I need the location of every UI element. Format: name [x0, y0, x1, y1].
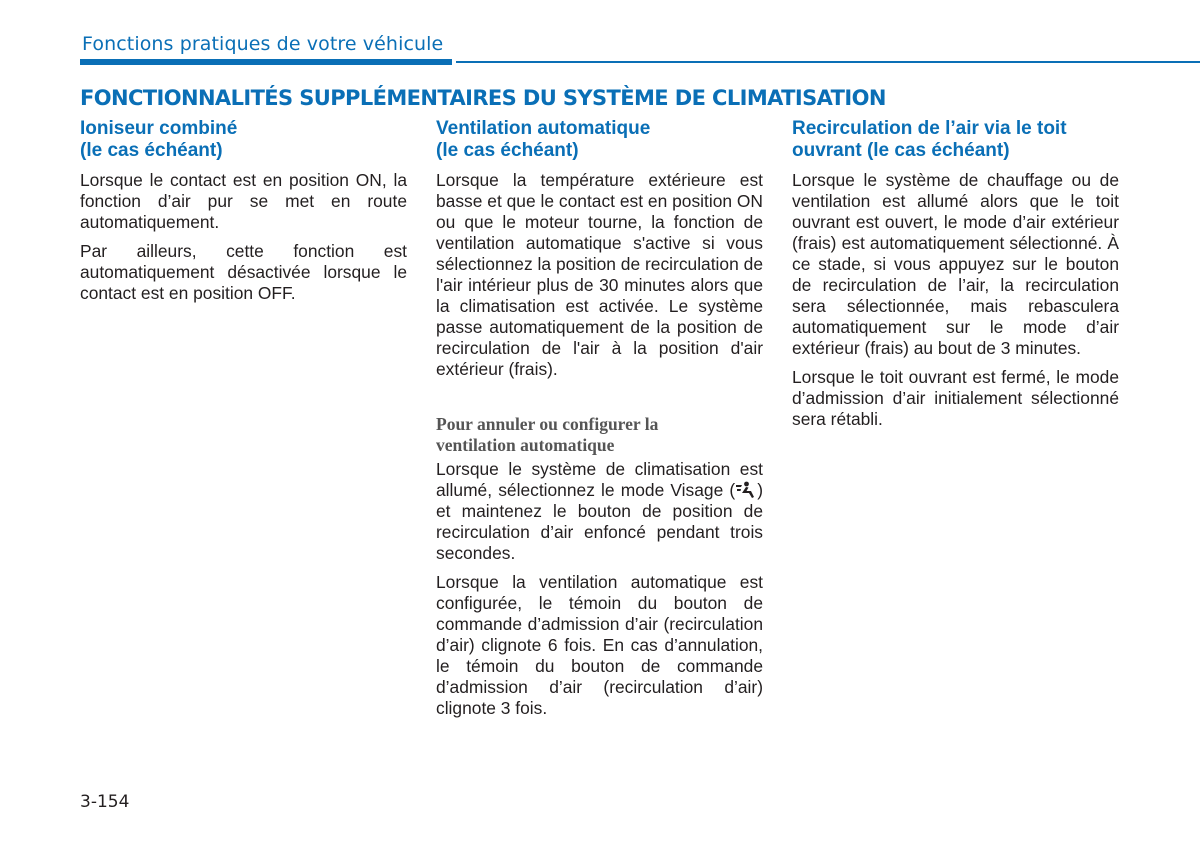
subheading-line: ventilation automatique	[436, 435, 615, 455]
paragraph: Par ailleurs, cette fonction est automatiquement désactivée lorsque le contact est en position OFF.	[80, 241, 407, 303]
heading-ioniseur	[80, 118, 407, 162]
heading-line: (le cas échéant)	[80, 140, 223, 161]
heading-ventilation-auto	[436, 118, 763, 162]
column-recirculation-toit	[792, 118, 1119, 438]
heading-line: Ventilation automatique	[436, 118, 651, 139]
chapter-header: Fonctions pratiques de votre véhicule	[82, 33, 444, 55]
paragraph: Lorsque le toit ouvrant est fermé, le mode d’admission d’air initialement sélectionné sera rétabli.	[792, 367, 1119, 429]
column-ventilation-auto	[436, 118, 763, 727]
heading-line: (le cas échéant)	[436, 140, 579, 161]
heading-recirculation-toit	[792, 118, 1119, 162]
paragraph-text: Lorsque le système de climatisation est allumé, sélectionnez le mode Visage (	[436, 459, 763, 500]
paragraph-text: ) et maintenez le bouton de position de recirculation d’air enfoncé pendant trois secondes.	[436, 480, 763, 563]
header-rule-thick	[80, 59, 452, 65]
paragraph: Lorsque la température extérieure est basse et que le contact est en position ON ou que le moteur tourne, la fonction de ventilation automatique s'active si vous sélectionnez la position de recirculation de l'air intérieur plus de 30 minutes alors que la climatisation est activée. Le système passe automatiquement de la position de recirculation de l'air à la position d'air extérieur (frais).	[436, 170, 763, 379]
subheading-line: Pour annuler ou configurer la	[436, 414, 659, 434]
paragraph: Lorsque le contact est en position ON, la fonction d’air pur se met en route automatiquement.	[80, 170, 407, 232]
column-ioniseur	[80, 118, 407, 312]
page-number: 3-154	[80, 792, 130, 812]
face-vent-mode-icon	[735, 481, 757, 499]
heading-line: Recirculation de l’air via le toit	[792, 118, 1067, 139]
paragraph: Lorsque la ventilation automatique est configurée, le témoin du bouton de commande d’admission d’air (recirculation d’air) clignote 6 fois. En cas d’annulation, le témoin du bouton de commande d’admission d’air (recirculation d’air) clignote 3 fois.	[436, 572, 763, 718]
paragraph: Lorsque le système de chauffage ou de ventilation est allumé alors que le toit ouvrant est ouvert, le mode d’air extérieur (frais) est automatiquement sélectionné. À ce stade, si vous appuyez sur le bouton de recirculation de l’air, la recirculation sera sélectionnée, mais rebasculera automatiquement sur le mode d’air extérieur (frais) au bout de 3 minutes.	[792, 170, 1119, 358]
heading-line: Ioniseur combiné	[80, 118, 238, 139]
section-title: FONCTIONNALITÉS SUPPLÉMENTAIRES DU SYSTÈME DE CLIMATISATION	[80, 86, 886, 110]
subheading-annuler-configurer	[436, 414, 763, 456]
header-rule-thin	[456, 61, 1200, 63]
heading-line: ouvrant (le cas échéant)	[792, 140, 1010, 161]
paragraph-with-icon	[436, 459, 763, 564]
